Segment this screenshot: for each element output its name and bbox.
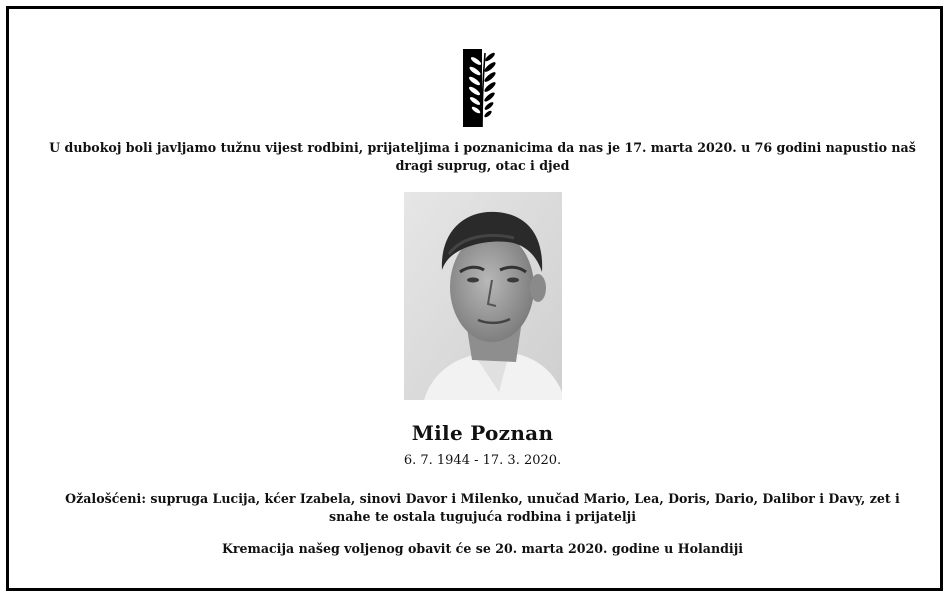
deceased-name: Mile Poznan bbox=[411, 421, 554, 445]
life-dates: 6. 7. 1944 - 17. 3. 2020. bbox=[403, 453, 562, 468]
mourners-text: Ožalošćeni: supruga Lucija, kćer Izabela, sinovi Davor i Milenko, unučad Mario, Lea, Doris, Dario, Dalibor i Davy, zet i snahe te ostala tugujuća rodbina i prijatelji bbox=[65, 491, 900, 524]
palm-branch-icon bbox=[463, 49, 501, 127]
cremation-text: Kremacija našeg voljenog obavit će se 20. marta 2020. godine u Holandiji bbox=[221, 541, 744, 556]
portrait-photo bbox=[404, 192, 562, 400]
announcement-text: U dubokoj boli javljamo tužnu vijest rodbini, prijateljima i poznanicima da nas je 17. marta 2020. u 76 godini napustio naš dragi suprug, otac i djed bbox=[49, 140, 916, 173]
obituary-frame bbox=[6, 6, 943, 591]
